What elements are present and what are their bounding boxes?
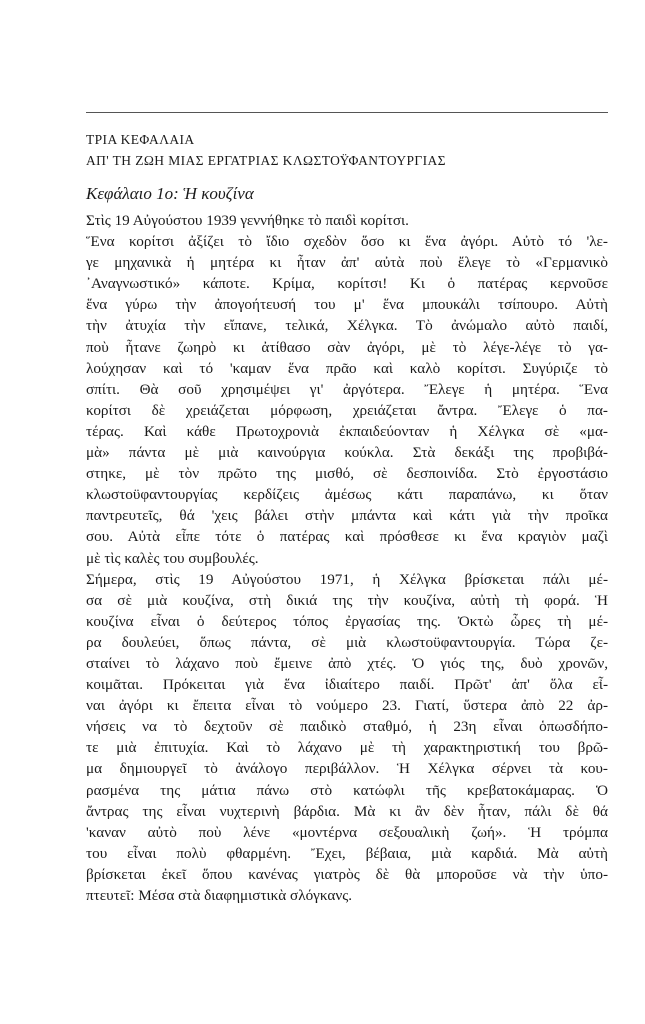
text-line: κουζίνα εἶναι ὁ δεύτερος τόπος ἐργασίας της. Ὀκτὼ ὧρες τὴ μέ- [86,612,608,630]
text-line: μὲ τὶς καλὲς του συμβουλές. [86,549,259,567]
text-line: ἄντρας της εἶναι νυχτερινὴ βάρδια. Μὰ κι ἂν δὲν ἦταν, πάλι δὲ θά [86,802,608,820]
top-rule [86,112,608,113]
text-line: κορίτσι δὲ χρειάζεται μόρφωση, χρειάζεται ἄντρα. Ἔλεγε ὁ πα- [86,401,608,419]
text-line: τέρας. Καὶ κάθε Πρωτοχρονιὰ ἐκπαιδεύονταν ἡ Χέλγκα σὲ «μα- [86,422,608,440]
text-line: Στὶς 19 Αὐγούστου 1939 γεννήθηκε τὸ παιδὶ κορίτσι. [86,212,409,229]
text-line: Σήμερα, στὶς 19 Αὐγούστου 1971, ἡ Χέλγκα βρίσκεται πάλι μέ- [86,570,608,588]
text-line: μὰ» πάντα μὲ μιὰ καινούργια κούκλα. Στὰ δεκάξι της προβιβά- [86,444,608,462]
text-line: κλωστοϋφαντουργίας κερδίζεις ἀμέσως κάτι παραπάνω, κι ὅταν [86,486,608,504]
text-line: σα σὲ μιὰ κουζίνα, στὴ δικιά της τὴν κουζίνα, αὐτὴ τὴ φορά. Ἡ [86,591,608,609]
chapter-title: Κεφάλαιο 1ο: Ἡ κουζίνα [86,184,254,203]
text-line: ρα δουλεύει, ὅπως πάντα, σὲ μιὰ κλωστοϋφαντουργία. Τώρα ζε- [86,633,608,651]
text-line: ρασμένα της μάτια πάνω στὸ κατώφλι τῆς κρεβατοκάμαρας. Ὁ [86,781,608,799]
text-line: ᾿Αναγνωστικό» κάποτε. Κρίμα, κορίτσι! Κι ὁ πατέρας κερνοῦσε [86,275,608,293]
text-line: παντρευτεῖς, θά 'χεις βάλει στὴν μπάντα καὶ κάτι γιὰ τὴν προῖκα [86,507,608,525]
header-title: ΤΡΙΑ ΚΕΦΑΛΑΙΑ [86,132,195,147]
text-line: γε μηχανικὰ ἡ μητέρα κι ἦταν ἀπ' αὐτὰ ποὺ ἔλεγε τὸ «Γερμανικὸ [86,254,608,272]
text-line: σταίνει τὸ λάχανο ποὺ ἔμεινε ἀπὸ χτές. Ὁ γιός της, δυὸ χρονῶν, [86,654,608,672]
text-line: τὴν ἀτυχία τὴν εἴπανε, τελικά, Χέλγκα. Τὸ ἀνώμαλο αὐτὸ παιδί, [86,317,608,335]
text-line: πτευτεῖ: Μέσα στὰ διαφημιστικὰ σλόγκανς. [86,887,353,904]
text-line: λούχησαν καὶ τό 'καμαν ἕνα πρᾶο καὶ καλὸ κορίτσι. Συγύριζε τὸ [86,359,608,377]
text-line: σπίτι. Θὰ σοῦ χρησιμέψει γι' ἀργότερα. Ἔλεγε ἡ μητέρα. Ἕνα [86,380,608,398]
text-line: ποὺ ἦτανε ζωηρὸ κι ἀτίθασο σὰν ἀγόρι, μὲ τὸ λέγε-λέγε τὸ γα- [86,338,608,356]
text-line: βρίσκεται ἐκεῖ ὅπου κανένας γιατρὸς δὲ θὰ μποροῦσε νὰ τὴν ὑπο- [86,865,608,883]
text-line: ναι ἀγόρι κι ἔπειτα εἶναι τὸ νούμερο 23. Γιατί, ὕστερα ἀπὸ 22 ἀρ- [86,697,608,715]
text-line: νήσεις να τὸ δεχτοῦν σὲ παιδικὸ σταθμό, ἡ 23η εἶναι ὁπωσδήπο- [86,718,608,736]
text-line: κοιμᾶται. Πρόκειται γιὰ ἕνα ἰδιαίτερο παιδί. Πρῶτ' ἀπ' ὅλα εἶ- [86,676,608,694]
text-line: μα δημιουργεῖ τὸ ἀνάλογο περιβάλλον. Ἡ Χέλγκα σέρνει τὰ κου- [86,760,608,778]
text-line: τε μιὰ ἐπιτυχία. Καὶ τὸ λάχανο μὲ τὴ χαρακτηριστική του βρῶ- [86,739,608,757]
text-line: ἕνα γύρω τὴν ἀπογοήτευσή του μ' ἕνα μπουκάλι τσίπουρο. Αὐτὴ [86,296,608,314]
text-line: Ἕνα κορίτσι ἀξίζει τὸ ἴδιο σχεδὸν ὅσο κι ἕνα ἀγόρι. Αὐτὸ τό 'λε- [86,233,608,251]
header-subtitle: ΑΠ' ΤΗ ΖΩΗ ΜΙΑΣ ΕΡΓΑΤΡΙΑΣ ΚΛΩΣΤΟΫΦΑΝΤΟΥΡΓΙΑΣ [86,153,446,168]
book-header [86,129,626,171]
body-text [86,210,608,906]
text-line: στηκε, μὲ τὸν πρῶτο της μισθό, σὲ δεσποινίδα. Στὸ ἐργοστάσιο [86,465,608,483]
text-line: του εἶναι πολὺ φθαρμένη. Ἔχει, βέβαια, μιὰ καρδιά. Μὰ αὐτὴ [86,844,608,862]
text-line: 'καναν αὐτὸ ποὺ λένε «μοντέρνα σεξουαλικὴ ζωή». Ἡ τρόμπα [86,823,608,841]
text-line: σου. Αὐτὰ εἶπε τότε ὁ πατέρας καὶ πρόσθεσε κι ἕνα κραγιὸν μαζὶ [86,528,608,546]
